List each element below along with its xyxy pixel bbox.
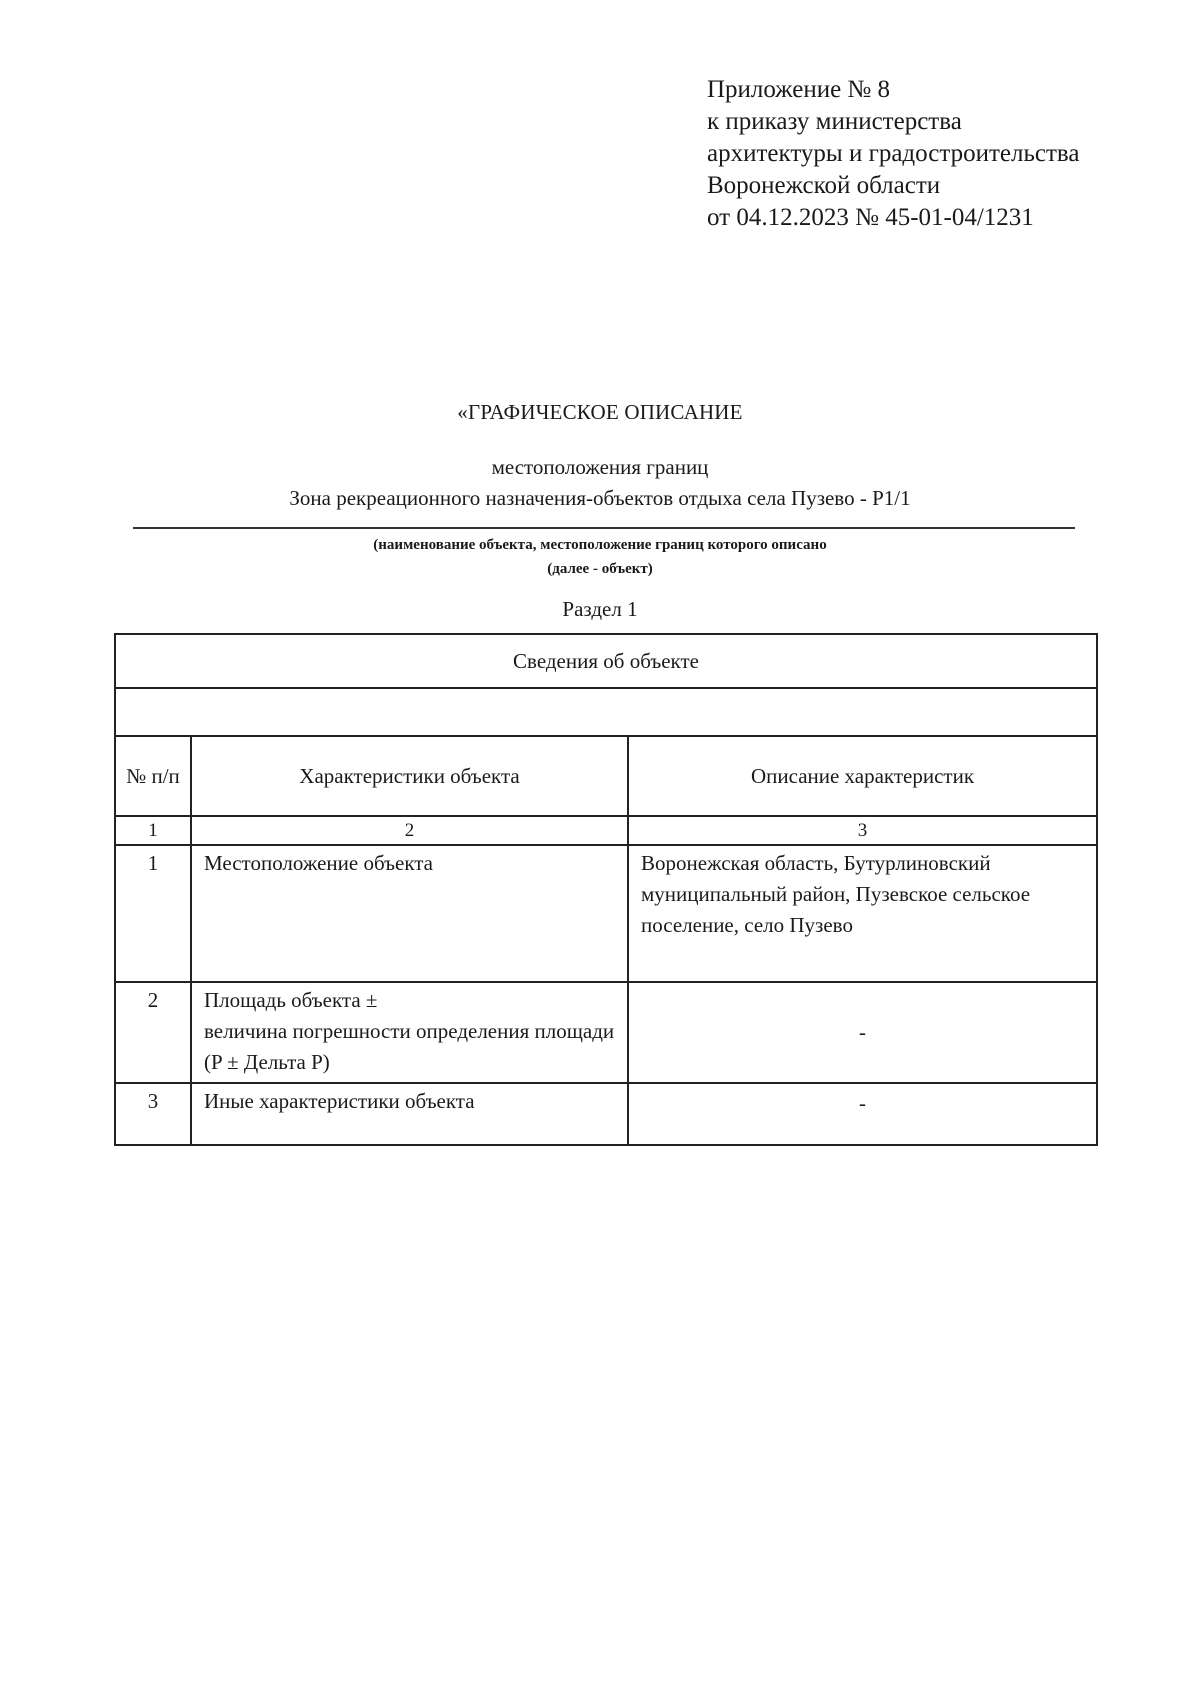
subtitle-line-2: Зона рекреационного назначения-объектов отдыха села Пузево - Р1/1 bbox=[289, 486, 911, 510]
object-info-table bbox=[114, 633, 1098, 1146]
column-header-description: Описание характеристик bbox=[628, 736, 1097, 816]
row-number: 1 bbox=[115, 845, 191, 982]
appendix-block bbox=[707, 74, 1079, 234]
row-description: Воронежская область, Бутурлиновский муниципальный район, Пузевское сельское поселение, село Пузево bbox=[628, 845, 1097, 982]
column-header-row bbox=[115, 736, 1097, 816]
table-header-row bbox=[115, 634, 1097, 688]
column-header-num: № п/п bbox=[115, 736, 191, 816]
underline-rule bbox=[133, 527, 1075, 529]
empty-cell bbox=[115, 688, 1097, 736]
section-label: Раздел 1 bbox=[562, 597, 638, 621]
appendix-line: Приложение № 8 bbox=[707, 76, 891, 103]
row-characteristic: Иные характеристики объекта bbox=[191, 1083, 628, 1145]
row-description: - bbox=[628, 1083, 1097, 1145]
column-index: 2 bbox=[191, 816, 628, 845]
column-index-row bbox=[115, 816, 1097, 845]
appendix-line: от 04.12.2023 № 45-01-04/1231 bbox=[707, 204, 1034, 231]
document-subtitle bbox=[0, 452, 1200, 514]
caption-line-2: (далее - объект) bbox=[547, 561, 653, 577]
table-row bbox=[115, 982, 1097, 1083]
row-number: 2 bbox=[115, 982, 191, 1083]
table-row bbox=[115, 1083, 1097, 1145]
caption-line-1: (наименование объекта, местоположение границ которого описано bbox=[373, 537, 827, 553]
column-header-characteristic: Характеристики объекта bbox=[191, 736, 628, 816]
row-characteristic-line-2: величина погрешности определения площади (P ± Дельта P) bbox=[204, 1019, 615, 1074]
row-characteristic bbox=[191, 982, 628, 1083]
row-number: 3 bbox=[115, 1083, 191, 1145]
object-caption bbox=[0, 533, 1200, 581]
row-description: - bbox=[628, 982, 1097, 1083]
table-row bbox=[115, 845, 1097, 982]
row-characteristic-line-1: Площадь объекта ± bbox=[204, 988, 378, 1012]
document-title: «ГРАФИЧЕСКОЕ ОПИСАНИЕ bbox=[457, 400, 743, 424]
table-empty-row bbox=[115, 688, 1097, 736]
column-index: 3 bbox=[628, 816, 1097, 845]
appendix-line: архитектуры и градостроительства bbox=[707, 140, 1080, 167]
appendix-line: Воронежской области bbox=[707, 172, 941, 199]
appendix-line: к приказу министерства bbox=[707, 108, 962, 135]
row-characteristic: Местоположение объекта bbox=[191, 845, 628, 982]
column-index: 1 bbox=[115, 816, 191, 845]
table-header: Сведения об объекте bbox=[115, 634, 1097, 688]
subtitle-line-1: местоположения границ bbox=[491, 455, 709, 479]
